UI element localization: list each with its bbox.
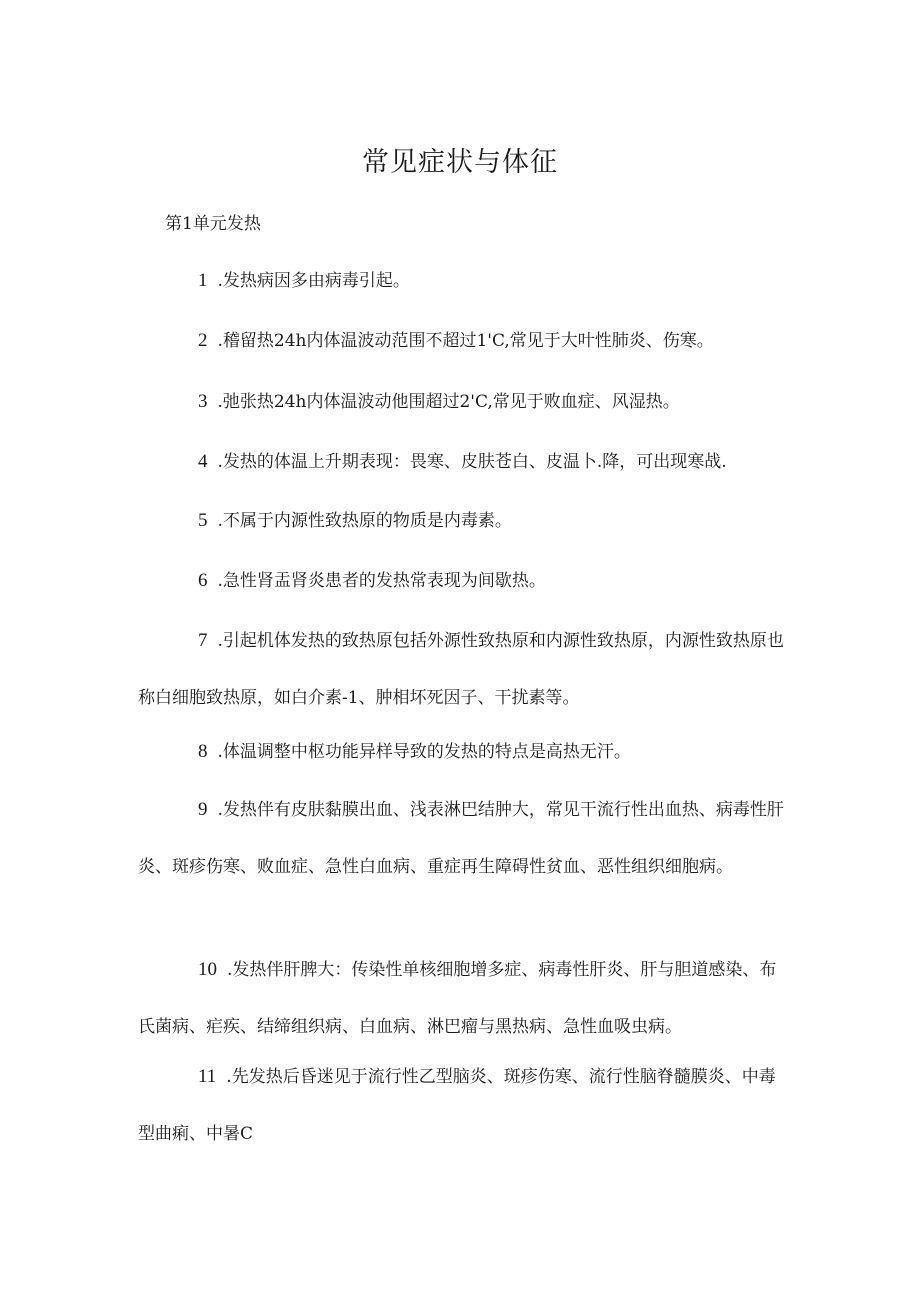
item-text: .急性肾盂肾炎患者的发热常表现为间歇热。 [217, 571, 546, 591]
item-number: 5 [198, 510, 208, 531]
item-number: 7 [198, 630, 208, 651]
list-item [138, 612, 788, 727]
list-item [138, 373, 788, 431]
page-title: 常见症状与体征 [362, 147, 558, 178]
item-number: 11 [198, 1066, 217, 1087]
item-text: .发热病因多由病毒引起。 [217, 271, 410, 291]
list-item [138, 252, 788, 310]
item-text: .稽留热24h内体温波动范围不超过1'C,常见于大叶性肺炎、伤寒。 [217, 331, 714, 351]
item-number: 9 [198, 799, 208, 820]
item-text: .不属于内源性致热原的物质是内毒素。 [217, 511, 512, 531]
list-item [138, 492, 788, 550]
list-item [138, 1048, 788, 1163]
item-text: .引起机体发热的致热原包括外源性致热原和内源性致热原，内源性致热原也称白细胞致热原，如白介素-1、肿相坏死因子、干扰素等。 [138, 631, 784, 708]
item-text: .发热伴有皮肤黏膜出血、浅表淋巴结肿大，常见干流行性出血热、病毒性肝炎、斑疹伤寒、败血症、急性白血病、重症再生障碍性贫血、恶性组织细胞病。 [138, 800, 784, 877]
list-item [138, 941, 788, 1056]
item-number: 6 [198, 570, 208, 591]
item-text: .体温调整中枢功能异样导致的发热的特点是高热无汗。 [217, 742, 631, 762]
list-item [138, 723, 788, 781]
item-text: .发热伴肝脾大：传染性单核细胞增多症、病毒性肝炎、肝与胆道感染、布氏菌病、疟疾、结缔组织病、白血病、淋巴瘤与黑热病、急性血吸虫病。 [138, 960, 777, 1037]
item-number: 4 [198, 451, 208, 472]
list-item [138, 433, 788, 491]
item-number: 10 [198, 959, 217, 980]
item-number: 8 [198, 741, 208, 762]
list-item [138, 312, 788, 370]
item-number: 3 [198, 391, 208, 412]
unit-heading: 第1单元发热 [165, 214, 261, 234]
list-item [138, 781, 788, 896]
item-text: .发热的体温上升期表现：畏寒、皮肤苍白、皮温卜.降，可出现寒战. [217, 452, 727, 472]
item-number: 1 [198, 270, 208, 291]
item-number: 2 [198, 330, 208, 351]
list-item [138, 552, 788, 610]
item-text: .先发热后昏迷见于流行性乙型脑炎、斑疹伤寒、流行性脑脊髓膜炎、中毒型曲痢、中暑C [138, 1067, 776, 1144]
item-text: .弛张热24h内体温波动他围超过2'C,常见于败血症、风湿热。 [217, 392, 680, 412]
